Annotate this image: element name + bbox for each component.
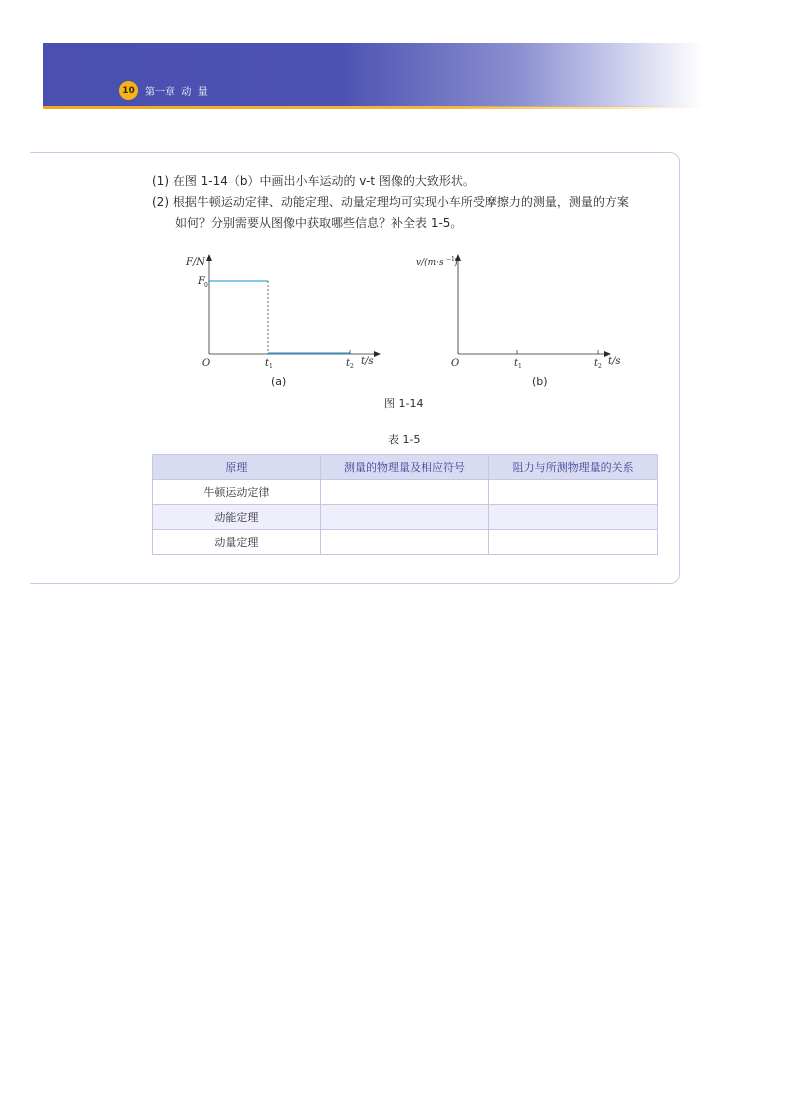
table-header-row (153, 455, 658, 480)
graph-a-caption: (a) (271, 375, 287, 388)
table-cell-relation[interactable] (489, 480, 658, 505)
table-header-measured: 测量的物理量及相应符号 (320, 455, 489, 480)
graph-a-y-arrow (206, 254, 212, 261)
graph-a-f0-sub: 0 (204, 282, 208, 289)
principles-table (152, 454, 658, 555)
chapter-title: 第一章 动 量 (145, 87, 208, 98)
graph-b-origin: O (451, 358, 460, 369)
table-caption: 表 1-5 (388, 433, 421, 446)
table-row (153, 480, 658, 505)
graph-b-y-label: v/(m·s (416, 258, 444, 268)
table-header-relation: 阻力与所测物理量的关系 (489, 455, 658, 480)
graph-b (410, 250, 630, 375)
banner-accent-line (43, 106, 703, 109)
table-cell-measured[interactable] (320, 480, 489, 505)
graph-b-t1-sub: 1 (518, 363, 522, 370)
figure-caption: 图 1-14 (384, 397, 424, 410)
graph-a-x-label: t/s (361, 356, 374, 367)
graph-a-t2-sub: 2 (350, 363, 354, 370)
question-2: (2) 根据牛顿运动定律、动能定理、动量定理均可实现小车所受摩擦力的测量，测量的方案 (152, 195, 629, 209)
graph-a-t1-label: t (265, 358, 270, 369)
page-number-badge: 10 (119, 81, 138, 100)
graph-a-origin: O (202, 358, 211, 369)
graph-a-x-arrow (374, 351, 381, 357)
table-cell-measured[interactable] (320, 530, 489, 555)
table-cell-principle: 牛顿运动定律 (153, 480, 321, 505)
table-cell-principle: 动量定理 (153, 530, 321, 555)
graph-b-x-label: t/s (608, 356, 621, 367)
graph-a-t2-label: t (346, 358, 351, 369)
table-row (153, 505, 658, 530)
question-2-continued: 如何？分别需要从图像中获取哪些信息？补全表 1-5。 (175, 216, 463, 230)
table-cell-relation[interactable] (489, 505, 658, 530)
table-cell-relation[interactable] (489, 530, 658, 555)
table-row (153, 530, 658, 555)
graph-a-f0-label: F (198, 276, 205, 287)
graph-b-caption: (b) (532, 375, 548, 388)
graph-b-y-sup: −1 (446, 256, 455, 263)
table-header-principle: 原理 (153, 455, 321, 480)
question-1: (1) 在图 1-14（b）中画出小车运动的 v-t 图像的大致形状。 (152, 174, 475, 188)
graph-b-t2-label: t (594, 358, 599, 369)
table-cell-measured[interactable] (320, 505, 489, 530)
graph-a (180, 250, 400, 375)
table-cell-principle: 动能定理 (153, 505, 321, 530)
graph-b-y-end: ) (454, 258, 458, 268)
graph-b-t1-label: t (514, 358, 519, 369)
chapter-banner (43, 43, 703, 107)
graph-b-t2-sub: 2 (598, 363, 602, 370)
graph-a-t1-sub: 1 (269, 363, 273, 370)
graph-a-y-label: F/N (186, 257, 206, 268)
